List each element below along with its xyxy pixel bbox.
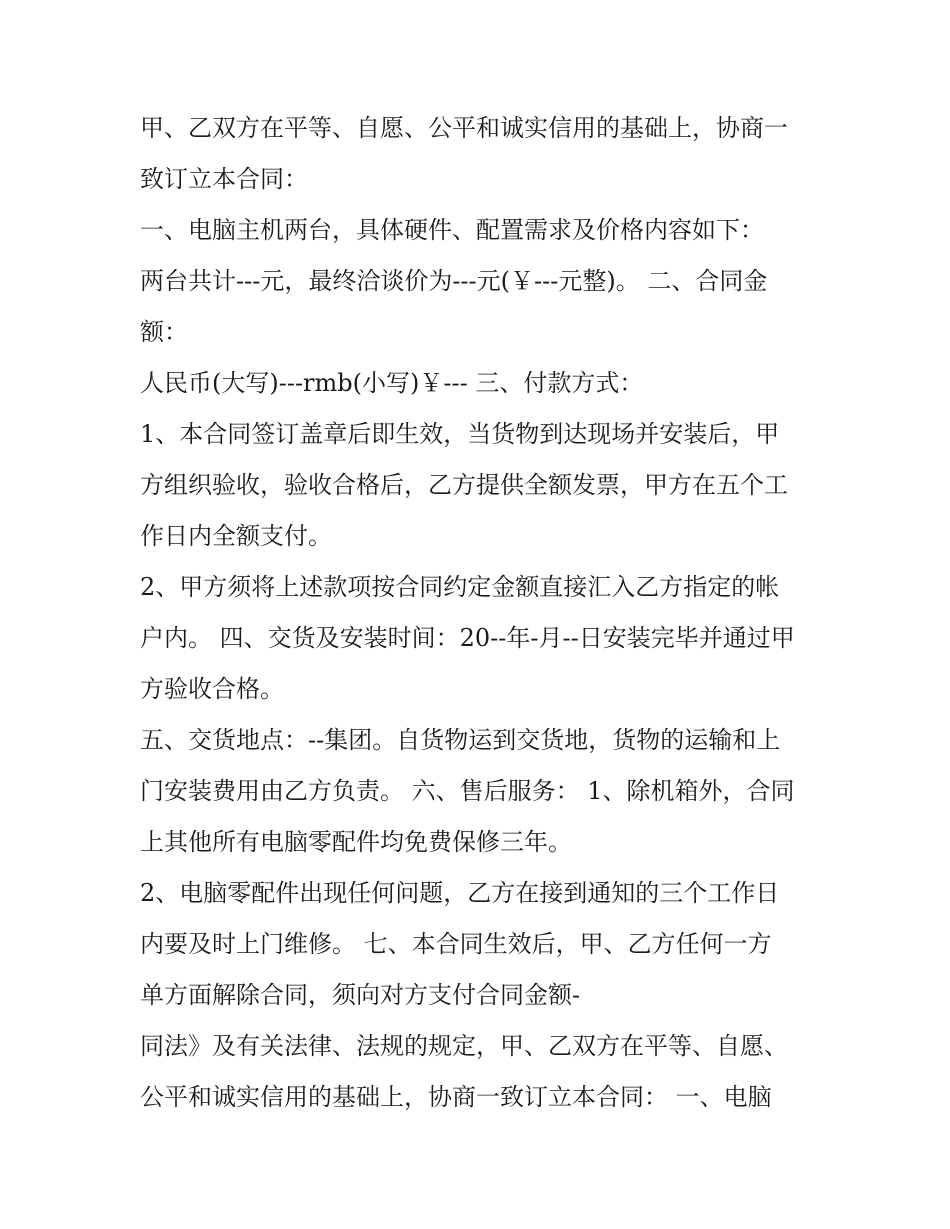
text-line: 一、电脑主机两台，具体硬件、配置需求及价格内容如下：: [140, 216, 764, 244]
text-line: 致订立本合同：: [140, 165, 308, 193]
text-line: 人民币(大写)---rmb(小写)￥--- 三、付款方式：: [140, 369, 644, 397]
text-line: 内要及时上门维修。 七、本合同生效后，甲、乙方任何一方: [140, 930, 772, 958]
contract-body-text: [140, 103, 830, 1123]
text-line: 上其他所有电脑零配件均免费保修三年。: [140, 828, 572, 856]
text-line: 方验收合格。: [140, 675, 284, 703]
text-line: 同法》及有关法律、法规的规定，甲、乙双方在平等、自愿、: [140, 1032, 788, 1060]
text-line: 1、本合同签订盖章后即生效，当货物到达现场并安装后，甲: [140, 420, 780, 448]
text-line: 额：: [140, 318, 188, 346]
text-line: 公平和诚实信用的基础上，协商一致订立本合同： 一、电脑: [140, 1083, 772, 1111]
text-line: 甲、乙双方在平等、自愿、公平和诚实信用的基础上，协商一: [140, 114, 788, 142]
text-line: 五、交货地点：--集团。自货物运到交货地，货物的运输和上: [140, 726, 781, 754]
text-line: 户内。 四、交货及安装时间：20--年-月--日安装完毕并通过甲: [140, 624, 795, 652]
text-line: 方组织验收，验收合格后，乙方提供全额发票，甲方在五个工: [140, 471, 788, 499]
text-line: 门安装费用由乙方负责。 六、售后服务： 1、除机箱外，合同: [140, 777, 795, 805]
text-line: 作日内全额支付。: [140, 522, 332, 550]
text-line: 两台共计---元，最终洽谈价为---元(￥---元整)。 二、合同金: [140, 267, 768, 295]
text-line: 单方面解除合同，须向对方支付合同金额-: [140, 981, 581, 1009]
text-line: 2、甲方须将上述款项按合同约定金额直接汇入乙方指定的帐: [140, 573, 780, 601]
text-line: 2、电脑零配件出现任何问题，乙方在接到通知的三个工作日: [140, 879, 780, 907]
